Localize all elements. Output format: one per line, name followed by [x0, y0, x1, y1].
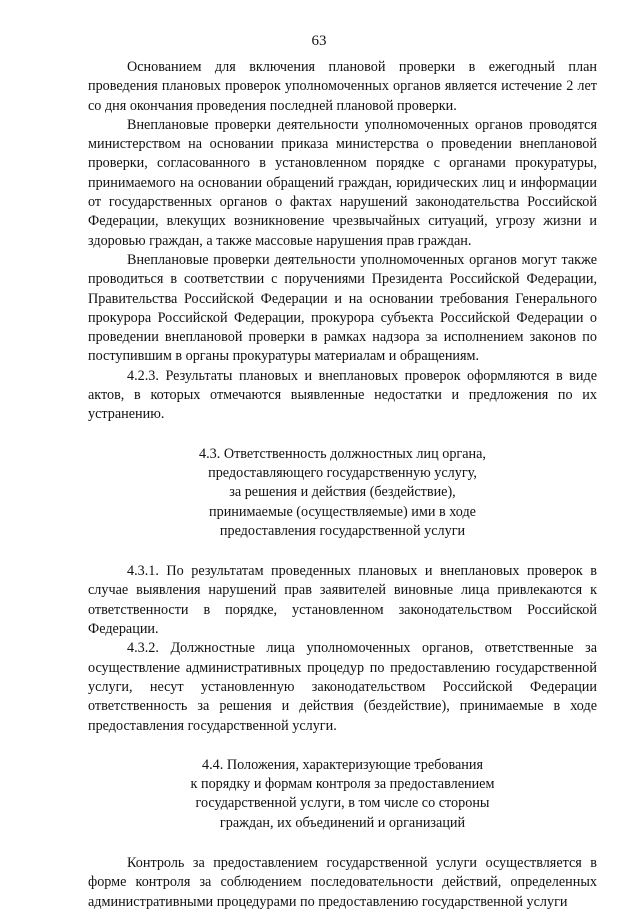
- document-body: [88, 58, 597, 912]
- heading-line: 4.3. Ответственность должностных лиц органа,: [199, 445, 486, 462]
- heading-line: государственной услуги, в том числе со стороны: [195, 795, 490, 812]
- paragraph-4-3-2: 4.3.2. Должностные лица уполномоченных органов, ответственные за осуществление административных процедур по предоставлению государственной услуги, несут установленную законодательством Российской Федерации ответственность за решения и действия (бездействие), принимаемые в ходе предоставления государственной услуги.: [88, 640, 597, 734]
- heading-line: к порядку и формам контроля за предоставлением: [190, 776, 495, 793]
- section-heading-4-4: [88, 756, 597, 833]
- heading-line: граждан, их объединений и организаций: [219, 814, 466, 831]
- section-heading-4-3: [88, 445, 597, 541]
- paragraph-4-2-3: 4.2.3. Результаты плановых и внеплановых проверок оформляются в виде актов, в которых отмечаются выявленные недостатки и предложения по их устранению.: [88, 367, 597, 423]
- paragraph-unplanned-inspections-orders: Внеплановые проверки деятельности уполномоченных органов могут также проводиться в соответствии с поручениями Президента Российской Федерации, Правительства Российской Федерации и на основании требования Генерального прокурора Российской Федерации, прокурора субъекта Российской Федерации о проведении внеплановой проверки в рамках надзора за исполнением законов по поступившим в органы прокуратуры материалам и обращениям.: [88, 251, 597, 365]
- heading-line: принимаемые (осуществляемые) ими в ходе: [209, 503, 476, 520]
- heading-line: предоставления государственной услуги: [219, 522, 466, 539]
- page-number: 63: [311, 33, 327, 49]
- paragraph-4-3-1: 4.3.1. По результатам проведенных плановых и внеплановых проверок в случае выявления нарушений прав заявителей виновные лица привлекаются к ответственности в порядке, установленном законодательством Российской Федерации.: [88, 563, 597, 638]
- heading-line: за решения и действия (бездействие),: [229, 484, 456, 501]
- paragraph-control-forms: Контроль за предоставлением государственной услуги осуществляется в форме контроля за соблюдением последовательности действий, определенных административными процедурами по предоставлению государственной услуги: [88, 854, 597, 910]
- paragraph-planned-inspection-basis: Основанием для включения плановой проверки в ежегодный план проведения плановых проверок уполномоченных органов является истечение 2 лет со дня окончания проведения последней плановой проверки.: [88, 59, 597, 114]
- heading-line: предоставляющего государственную услугу,: [208, 464, 477, 481]
- heading-line: 4.4. Положения, характеризующие требования: [202, 756, 483, 773]
- paragraph-unplanned-inspections: Внеплановые проверки деятельности уполномоченных органов проводятся министерством на основании приказа министерства о проведении внеплановой проверки, согласованного в установленном порядке с органами прокуратуры, принимаемого на основании обращений граждан, юридических лиц и информации от государственных органов о фактах нарушений законодательства Российской Федерации, влекущих возникновение чрезвычайных ситуаций, угрозу жизни и здоровью граждан, а также массовые нарушения прав граждан.: [88, 116, 597, 249]
